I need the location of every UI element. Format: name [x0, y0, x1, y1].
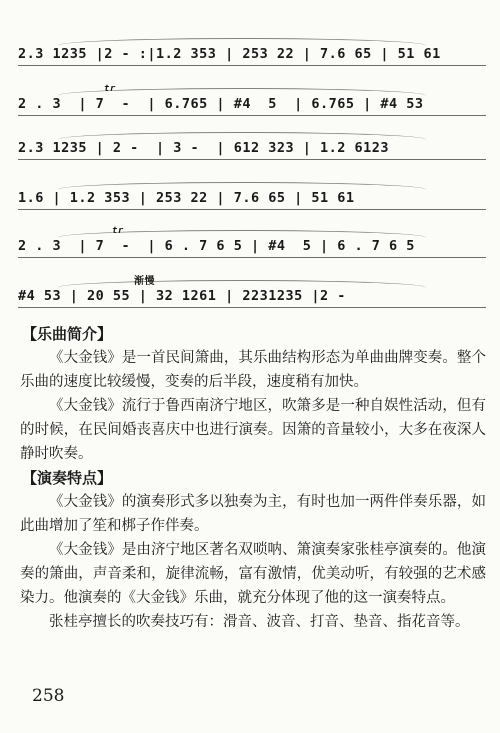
section-heading: 【演奏特点】: [22, 469, 113, 487]
underline-rule: [18, 209, 486, 210]
underline-rule: [18, 159, 486, 160]
music-score: [0, 0, 500, 320]
text-body: [20, 322, 486, 634]
underline-rule: [18, 65, 486, 66]
underline-rule: [18, 307, 486, 308]
underline-rule: [18, 257, 486, 258]
score-notes: 2.3 1235 | 2 - | 3 - | 612 323 | 1.2 6123: [18, 140, 389, 156]
score-line-1: [18, 34, 486, 68]
score-line-2: [18, 84, 486, 118]
paragraph: 《大金钱》是由济宁地区著名双唢呐、箫演奏家张桂亭演奏的。他演奏的箫曲，声音柔和，旋律流畅，富有激情，优美动听，有较强的艺术感染力。他演奏的《大金钱》乐曲，就充分体现了他的这一演奏特点。: [20, 542, 486, 606]
score-notes: 2.3 1235 |2 - :|1.2 353 | 253 22 | 7.6 65 | 51 61: [18, 46, 441, 62]
section-intro: [20, 322, 486, 466]
score-notes: 1.6 | 1.2 353 | 253 22 | 7.6 65 | 51 61: [18, 190, 355, 206]
section-features: [20, 466, 486, 634]
underline-rule: [18, 115, 486, 116]
score-line-4: [18, 178, 486, 212]
page-number: 258: [32, 686, 65, 706]
paragraph: 张桂亭擅长的吹奏技巧有：滑音、波音、打音、垫音、指花音等。: [49, 614, 470, 630]
trill-mark: tr: [104, 84, 116, 94]
score-line-6: [18, 276, 486, 310]
paragraph: 《大金钱》的演奏形式多以独奏为主，有时也加一两件伴奏乐器，如此曲增加了笙和梆子作伴奏。: [20, 494, 486, 534]
tempo-mark: 渐慢: [134, 276, 155, 287]
paragraph: 《大金钱》是一首民间箫曲，其乐曲结构形态为单曲曲牌变奏。整个乐曲的速度比较缓慢，变奏的后半段，速度稍有加快。: [20, 350, 486, 390]
section-heading: 【乐曲简介】: [22, 325, 113, 343]
paragraph: 《大金钱》流行于鲁西南济宁地区，吹箫多是一种自娱性活动，但有的时候，在民间婚丧喜庆中也进行演奏。因箫的音量较小，大多在夜深人静时吹奏。: [20, 398, 486, 462]
score-notes: #4 53 | 20 55 | 32 1261 | 2231235 |2 -: [18, 288, 346, 304]
score-line-3: [18, 128, 486, 162]
score-line-5: [18, 226, 486, 260]
score-notes: 2 . 3 | 7 - | 6.765 | #4 5 | 6.765 | #4 53: [18, 96, 424, 112]
score-notes: 2 . 3 | 7 - | 6 . 7 6 5 | #4 5 | 6 . 7 6 5: [18, 238, 415, 254]
trill-mark: tr: [112, 226, 124, 236]
